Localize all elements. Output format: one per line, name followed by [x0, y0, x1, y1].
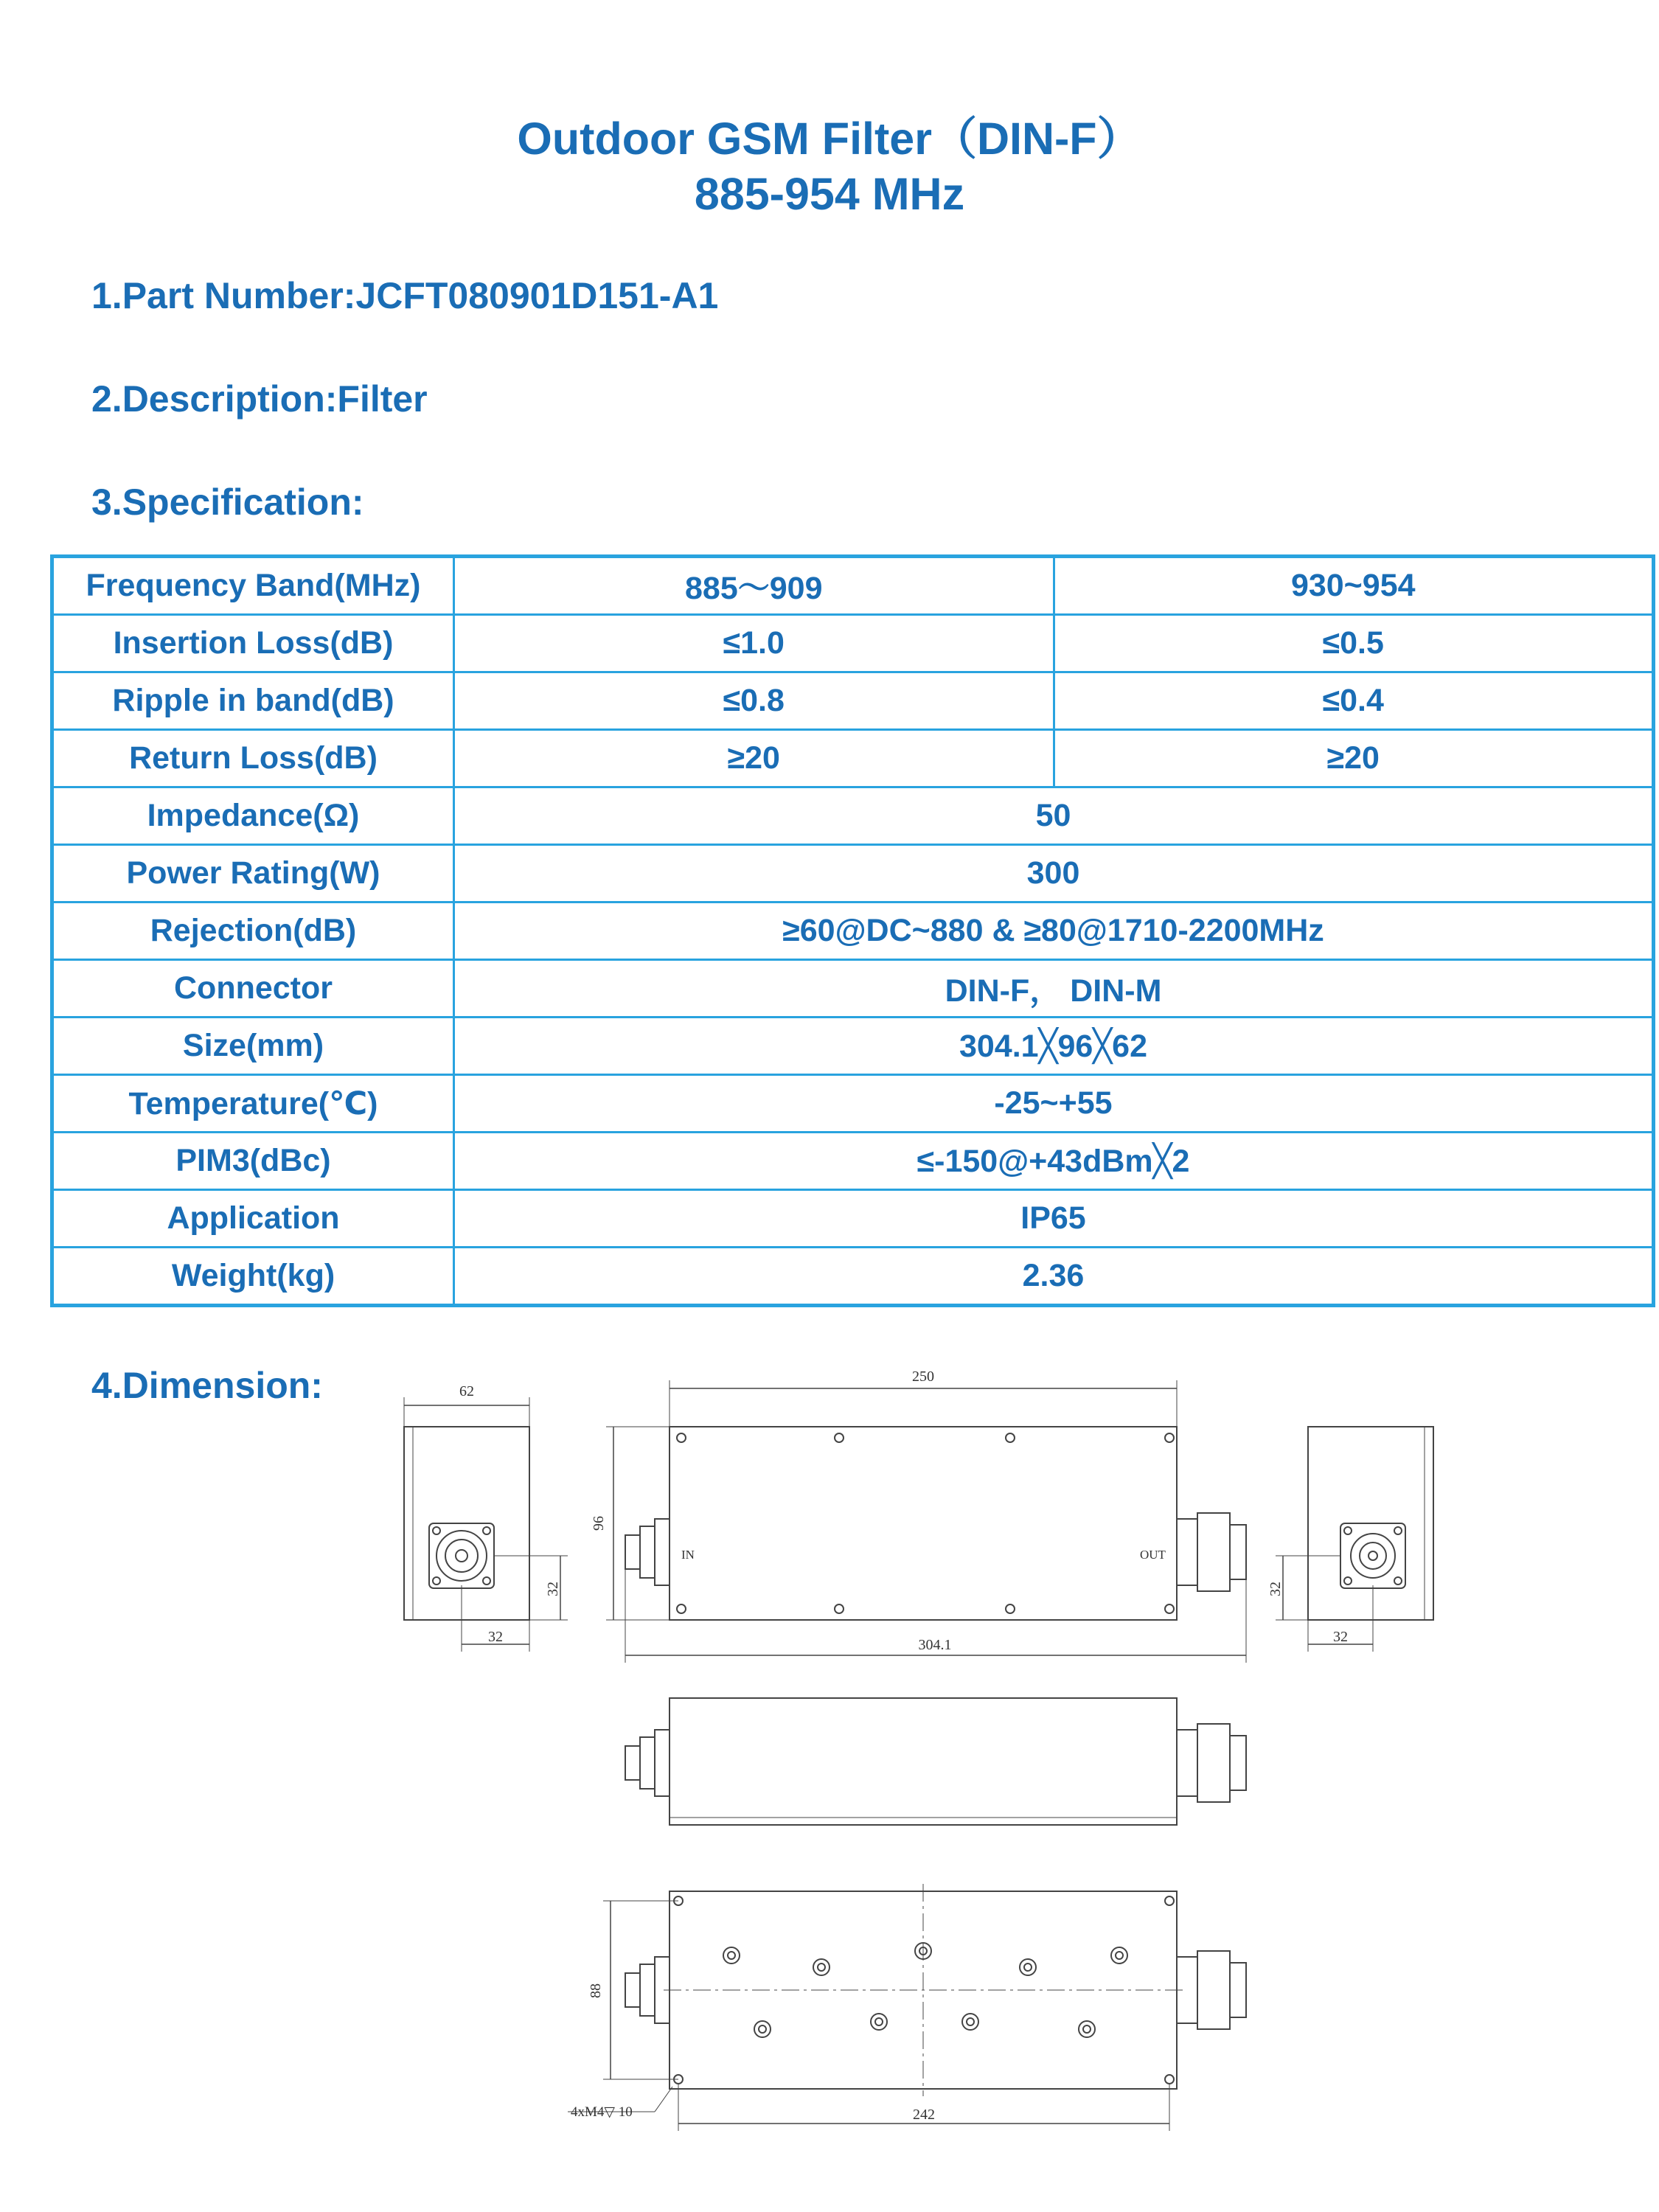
spec-label: Power Rating(W) — [52, 845, 454, 902]
top-view-body — [669, 1427, 1177, 1620]
label-out: OUT — [1140, 1548, 1166, 1562]
in-connector-base — [655, 1519, 669, 1585]
dimension-heading: 4.Dimension: — [91, 1365, 323, 1406]
spec-label: Insertion Loss(dB) — [52, 615, 454, 672]
spec-label: PIM3(dBc) — [52, 1133, 454, 1190]
spec-label: Temperature(℃) — [52, 1075, 454, 1133]
top-view — [606, 1380, 1246, 1663]
spec-label: Weight(kg) — [52, 1248, 454, 1306]
dim-total-length: 304.1 — [918, 1637, 952, 1653]
spec-label: Ripple in band(dB) — [52, 672, 454, 730]
part-number: 1.Part Number:JCFT080901D151-A1 — [91, 275, 719, 316]
spec-value: ≤-150@+43dBm╳2 — [454, 1133, 1654, 1190]
dim-right-offset: 32 — [1333, 1629, 1348, 1645]
spec-label: Application — [52, 1190, 454, 1248]
spec-label: Frequency Band(MHz) — [52, 557, 454, 615]
dim-side-width: 62 — [459, 1383, 474, 1399]
spec-value-band2: 930~954 — [1054, 557, 1654, 615]
description: 2.Description:Filter — [91, 378, 428, 420]
left-end-view — [404, 1397, 568, 1652]
right-end-view — [1276, 1427, 1433, 1652]
label-in: IN — [681, 1548, 695, 1562]
left-connector-ring — [437, 1531, 487, 1581]
dim-top-height: 96 — [591, 1516, 607, 1531]
title-line-1: Outdoor GSM Filter（DIN-F） — [517, 114, 1142, 164]
title-line-2: 885-954 MHz — [694, 169, 965, 219]
spec-value: ≥60@DC~880 & ≥80@1710-2200MHz — [454, 902, 1654, 960]
spec-label: Rejection(dB) — [52, 902, 454, 960]
front-view — [625, 1698, 1246, 1825]
spec-label: Size(mm) — [52, 1018, 454, 1075]
dim-side-offset: 32 — [488, 1629, 503, 1645]
spec-value: 304.1╳96╳62 — [454, 1018, 1654, 1075]
dim-right-height: 32 — [1267, 1582, 1284, 1596]
dim-top-length: 250 — [912, 1368, 934, 1385]
hole-callout: 4xM4▽ 10 — [571, 2104, 633, 2120]
spec-value: IP65 — [454, 1190, 1654, 1248]
spec-value-band1: 885～909 — [454, 557, 1054, 615]
spec-label: Connector — [52, 960, 454, 1018]
spec-label: Return Loss(dB) — [52, 730, 454, 787]
spec-value-band1: ≥20 — [454, 730, 1054, 787]
out-connector-base — [1177, 1519, 1197, 1585]
spec-label: Impedance(Ω) — [52, 787, 454, 845]
spec-value-band1: ≤1.0 — [454, 615, 1054, 672]
bottom-view — [568, 1884, 1246, 2131]
spec-value-band2: ≥20 — [1054, 730, 1654, 787]
spec-value: 50 — [454, 787, 1654, 845]
dim-bottom-height: 88 — [588, 1983, 604, 1998]
spec-value-band2: ≤0.5 — [1054, 615, 1654, 672]
spec-value-band1: ≤0.8 — [454, 672, 1054, 730]
dim-bottom-length: 242 — [913, 2107, 935, 2123]
specification-heading: 3.Specification: — [91, 481, 364, 523]
spec-value: 300 — [454, 845, 1654, 902]
spec-value: -25~+55 — [454, 1075, 1654, 1133]
dim-side-height: 32 — [545, 1582, 561, 1596]
spec-value: 2.36 — [454, 1248, 1654, 1306]
front-view-body — [669, 1698, 1177, 1825]
spec-value-band2: ≤0.4 — [1054, 672, 1654, 730]
spec-value: DIN-F， DIN-M — [454, 960, 1654, 1018]
